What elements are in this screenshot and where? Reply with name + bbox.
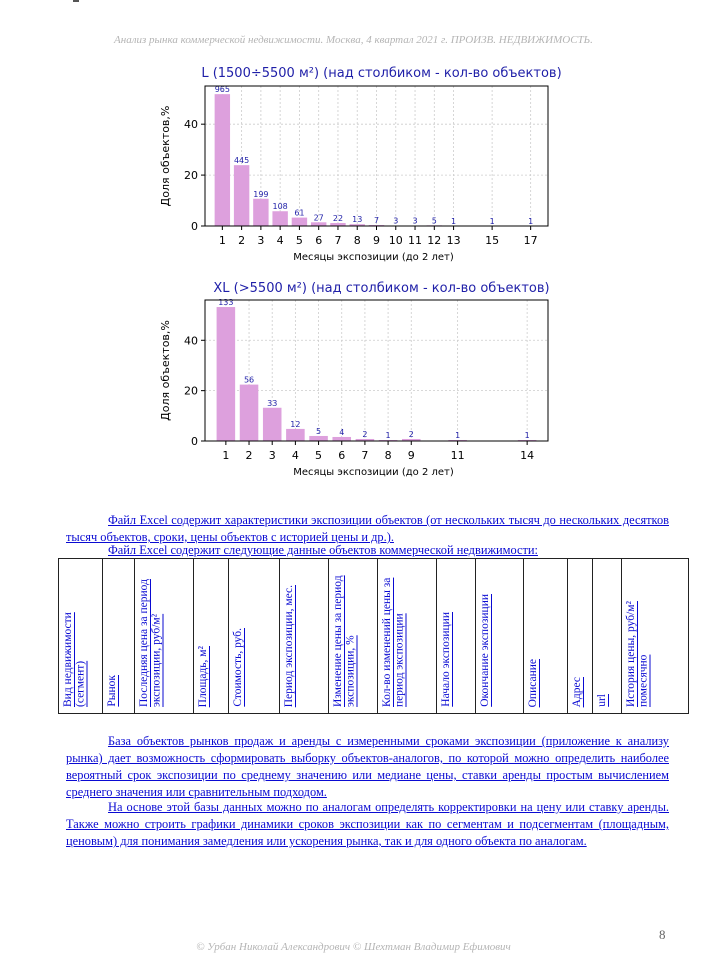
bar: [234, 165, 249, 226]
x-axis-label: Месяцы экспозиции (до 2 лет): [293, 252, 454, 263]
x-tick-label: 14: [520, 449, 535, 462]
x-tick-label: 8: [384, 449, 392, 462]
column-name: Окончание экспозиции: [479, 594, 491, 707]
bar-count-label: 7: [373, 216, 380, 226]
x-tick-label: 7: [361, 449, 369, 462]
x-tick-label: 5: [295, 234, 303, 247]
bar-count-label: 5: [316, 426, 322, 436]
column-name: Площадь, м²: [197, 645, 209, 707]
fields-table-cell: [593, 559, 622, 714]
bar-count-label: 3: [393, 216, 399, 226]
y-tick-label: 20: [184, 384, 198, 398]
fields-table: [58, 558, 689, 714]
bar: [217, 307, 236, 441]
column-name: Кол-во изменений цены за период экспозиции: [381, 577, 406, 707]
x-tick-label: 7: [334, 234, 342, 247]
column-name: Описание: [527, 658, 539, 707]
column-name: Начало экспозиции: [440, 612, 452, 707]
x-tick-label: 9: [407, 449, 415, 462]
bar-count-label: 445: [233, 156, 250, 166]
bar-count-label: 3: [412, 216, 418, 226]
bar: [286, 429, 305, 441]
bar-count-label: 12: [290, 419, 301, 429]
x-tick-label: 2: [238, 234, 246, 247]
x-tick-label: 9: [373, 234, 380, 247]
bar-count-label: 5: [431, 216, 437, 226]
bar-count-label: 4: [339, 427, 345, 437]
fields-table-cell: [229, 559, 280, 714]
bar-count-label: 1: [489, 216, 495, 226]
x-tick-label: 1: [218, 234, 226, 247]
x-tick-label: 11: [450, 449, 465, 462]
fields-table-cell: [59, 559, 103, 714]
bar-count-label: 965: [214, 85, 230, 95]
x-tick-label: 6: [315, 234, 323, 247]
y-tick-label: 0: [191, 220, 198, 233]
paragraph-excel-characteristics: Файл Excel содержит характеристики экспозиции объектов (от нескольких тысяч до нескольких десятков тысяч объектов, сроки, цены объектов с историей цены и др.).: [66, 513, 669, 544]
chart-l-segment: [159, 66, 562, 263]
bar-count-label: 1: [455, 430, 461, 440]
bar-count-label: 133: [218, 298, 234, 308]
x-tick-label: 2: [245, 449, 253, 462]
x-tick-label: 13: [446, 234, 461, 247]
x-tick-label: 3: [257, 234, 265, 247]
bar: [253, 199, 268, 226]
bar-count-label: 1: [528, 216, 534, 226]
fields-table-cell: [280, 559, 329, 714]
x-tick-label: 6: [338, 449, 346, 462]
fields-table-cell: [622, 559, 689, 714]
x-tick-label: 10: [388, 234, 403, 247]
x-tick-label: 15: [485, 234, 500, 247]
column-name: История цены, руб/м² помесячно: [625, 601, 650, 707]
y-axis-label: Доля объектов,%: [159, 105, 172, 207]
column-name: Изменение цены за период экспозиции, %: [332, 575, 357, 707]
fields-table-cell: [568, 559, 593, 714]
bar-count-label: 13: [352, 215, 363, 225]
page-number: 8: [659, 927, 666, 942]
bar-count-label: 2: [408, 429, 414, 439]
bar-count-label: 1: [524, 430, 530, 440]
x-tick-label: 17: [523, 234, 538, 247]
bar-count-label: 199: [253, 189, 269, 199]
page-footer: © Урбан Николай Александрович © Шехтман Владимир Ефимович: [196, 941, 511, 953]
x-tick-label: 8: [353, 234, 361, 247]
x-tick-label: 3: [268, 449, 276, 462]
fields-table-cell: [194, 559, 229, 714]
bar: [240, 385, 259, 441]
bar-count-label: 108: [272, 202, 288, 212]
x-tick-label: 11: [408, 234, 423, 247]
fields-table-cell: [329, 559, 378, 714]
column-name: Стоимость, руб.: [232, 628, 244, 707]
column-name: Адрес: [571, 676, 583, 707]
bar-count-label: 27: [313, 213, 324, 223]
paragraph-excel-fields: Файл Excel содержит следующие данные объектов коммерческой недвижимости:: [108, 543, 538, 557]
bar-count-label: 33: [267, 398, 278, 408]
bar: [215, 94, 230, 226]
fields-table-cell: [135, 559, 194, 714]
fields-table-cell: [103, 559, 135, 714]
page-header: Анализ рынка коммерческой недвижимости. Москва, 4 квартал 2021 г. ПРОИЗВ. НЕДВИЖИМОСТЬ.: [114, 34, 593, 46]
bar-count-label: 1: [451, 216, 457, 226]
bar-count-label: 61: [294, 208, 305, 218]
chart-title: L (1500÷5500 м²) (над столбиком - кол-во объектов): [201, 66, 562, 81]
y-tick-label: 40: [184, 118, 198, 132]
bar: [311, 222, 326, 226]
page-edge-mark: [73, 0, 79, 2]
column-name: Рынок: [106, 675, 118, 707]
bar: [332, 437, 351, 441]
y-tick-label: 40: [184, 334, 198, 348]
column-name: url: [596, 694, 608, 707]
bar-count-label: 22: [332, 213, 344, 223]
bar: [263, 408, 282, 441]
bar-count-label: 1: [385, 430, 391, 440]
x-tick-label: 4: [276, 234, 284, 247]
x-tick-label: 1: [222, 449, 230, 462]
paragraph-analogs: На основе этой базы данных можно по аналогам определять корректировки на цену или ставку аренды. Также можно строить графики динамики сроков экспозиции как по сегментам и подсегментам (площадным, ценовым) для понимания замедления или ускорения рынка, так и для одного объекта по аналогам.: [66, 800, 669, 848]
fields-table-cell: [524, 559, 568, 714]
bar: [292, 218, 307, 226]
bar: [272, 211, 287, 226]
x-axis-label: Месяцы экспозиции (до 2 лет): [293, 467, 454, 478]
charts-area: [0, 55, 707, 485]
fields-table-cell: [476, 559, 524, 714]
bar-count-label: 2: [362, 429, 368, 439]
x-tick-label: 5: [315, 449, 323, 462]
column-name: Период экспозиции, мес.: [283, 584, 295, 707]
bar-count-label: 56: [243, 375, 255, 385]
column-name: Вид недвижимости (сегмент): [62, 612, 87, 707]
bar: [309, 436, 328, 441]
fields-table-cell: [378, 559, 437, 714]
chart-title: XL (>5500 м²) (над столбиком - кол-во объектов): [213, 281, 550, 296]
paragraph-database: База объектов рынков продаж и аренды с измеренными сроками экспозиции (приложение к анализу рынка) дает возможность сформировать выборку объектов-аналогов, по которой можно определить наиболее вероятный срок экспозиции по среднему значению или медиане цены, ставки аренды простым вычислением среднего значения или сравнительным подходом.: [66, 734, 669, 799]
x-tick-label: 4: [291, 449, 299, 462]
chart-xl-segment: [159, 281, 550, 478]
y-tick-label: 20: [184, 169, 198, 183]
x-tick-label: 12: [427, 234, 442, 247]
y-tick-label: 0: [191, 435, 198, 448]
column-name: Последняя цена за период экспозиции, руб/м²: [138, 579, 163, 707]
fields-table-row: [59, 559, 689, 714]
fields-table-cell: [437, 559, 476, 714]
y-axis-label: Доля объектов,%: [159, 320, 172, 421]
